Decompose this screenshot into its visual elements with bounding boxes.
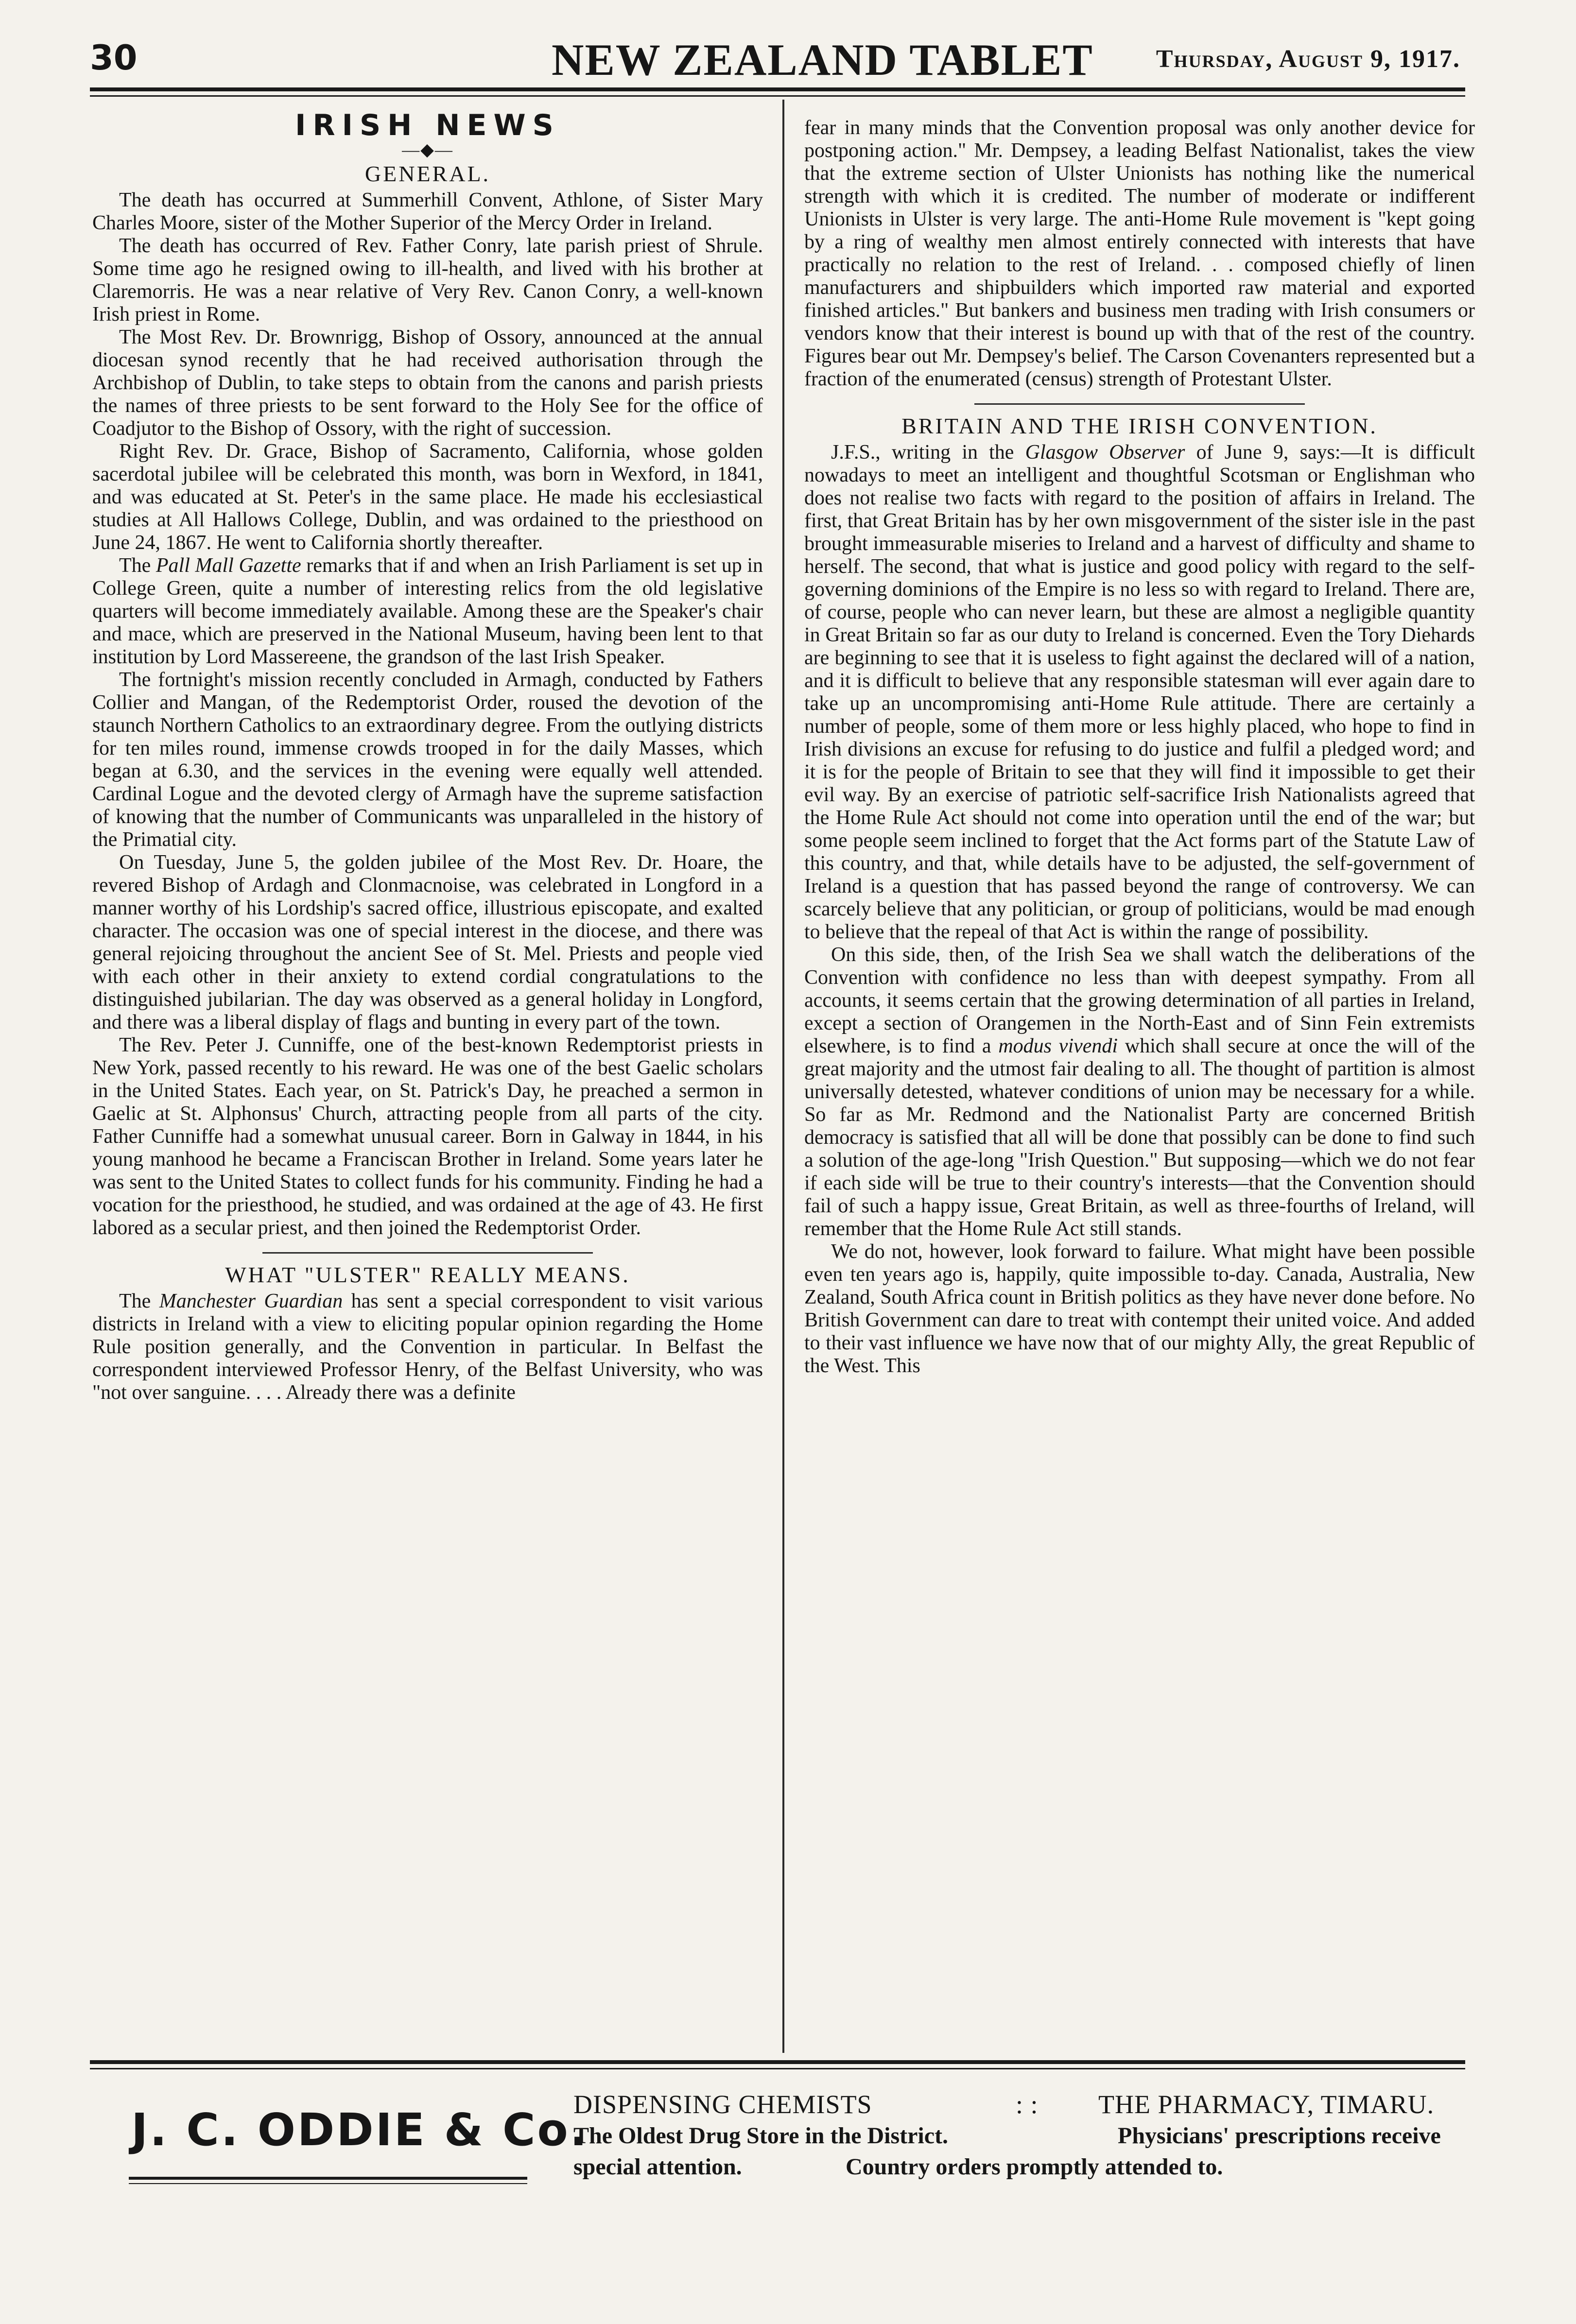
paragraph: The death has occurred of Rev. Father Conry, late parish priest of Shrule. Some time ago he resigned owing to ill-health, and lived with his brother at Claremorris. He was a near relative of Very Rev. Canon Conry, a well-known Irish priest in Rome. — [92, 235, 763, 326]
text-run: has sent a special correspondent to visit various districts in Ireland with a view to eliciting popular opinion regarding the Home Rule position generally, and the Convention in particular. In Belfast the correspondent interviewed Professor Henry, of the Belfast University, who was "not over sanguine. . . . Already there was a definite — [92, 1290, 763, 1404]
advert-separator: : : — [1016, 2090, 1039, 2119]
text-run: The — [119, 1290, 159, 1312]
column-divider — [782, 100, 784, 2053]
right-column — [804, 117, 1475, 2050]
publication-name: Manchester Guardian — [159, 1290, 343, 1312]
article-heading: WHAT "ULSTER" REALLY MEANS. — [225, 1262, 630, 1287]
paragraph: fear in many minds that the Convention proposal was only another device for postponing action." Mr. Dempsey, a leading Belfast Nationalist, takes the view that the extreme section of Ulster Unionists has nothing like the numerical strength with which it is credited. The number of moderate or indifferent Unionists in Ulster is very large. The anti-Home Rule movement is "kept going by a ring of wealthy men almost entirely connected with interests that have practically no relation to the rest of Ireland. . . composed chiefly of linen manufacturers and shipbuilders which imported raw material and exported finished articles." But bankers and business men trading with Irish consumers or vendors know that their interest is bound up with that of the rest of the country. Figures bear out Mr. Dempsey's belief. The Carson Covenanters represented but a fraction of the enumerated (census) strength of Protestant Ulster. — [804, 117, 1475, 390]
advert-text: Country orders promptly attended to. — [846, 2154, 1223, 2180]
paragraph — [804, 944, 1475, 1240]
latin-phrase: modus vivendi — [998, 1035, 1118, 1057]
text-run: of June 9, says:—It is difficult nowadays to meet an intelligent and thoughtful Scotsman or Englishman who does not realise two facts with regard to the position of affairs in Ireland. The first, that Great Britain has by her own misgovernment of the sister isle in the past brought immeasurable miseries to Ireland and a harvest of difficulty and shame to herself. The second, that what is justice and good policy with regard to the self-governing dominions of the Empire is no less so with regard to Ireland. There are, of course, people who can never learn, but these are almost a negligible quantity in Great Britain so far as our duty to Ireland is concerned. Even the Tory Diehards are beginning to see that it is useless to fight against the declared will of a nation, and it is difficult to believe that any responsible statesman will ever again dare to take up an uncompromising anti-Home Rule attitude. There are certainly a number of people, some of them more or less highly placed, who hope to find in Irish divisions an excuse for refusing to do justice and fulfil a pledged word; and it is for the people of Britain to see that they will find it impossible to get their evil way. By an exercise of patriotic self-sacrifice Irish Nationalists agreed that the Home Rule Act should not come into operation until the end of the war; but some people seem inclined to forget that the Act forms part of the Statute Law of this country, and that, while details have to be adjusted, the self-government of Ireland is a question that has passed beyond the range of controversy. We can scarcely believe that any politician, or group of politicians, would be mad enough to believe that the repeal of that Act is within the range of possibility. — [804, 441, 1475, 943]
advert-text: special attention. — [573, 2154, 742, 2180]
masthead — [90, 34, 1460, 87]
footer-rule-thin — [90, 2068, 1465, 2069]
paragraph: The fortnight's mission recently concluded in Armagh, conducted by Fathers Collier and Mangan, of the Redemptorist Order, roused the devotion of the staunch Northern Catholics to an extraordinary degree. From the outlying districts for ten miles round, immense crowds trooped in for the daily Masses, which began at 6.30, and the services in the evening were equally well attended. Cardinal Logue and the devoted clergy of Armagh have the supreme satisfaction of knowing that the number of Communicants was unparalleled in the history of the Primatial city. — [92, 669, 763, 851]
text-run: J.F.S., writing in the — [831, 441, 1025, 464]
paragraph: The Rev. Peter J. Cunniffe, one of the best-known Redemptorist priests in New York, passed recently to his reward. He was one of the best Gaelic scholars in the United States. Each year, on St. Patrick's Day, he preached a sermon in Gaelic at St. Alphonsus' Church, attracting people from all parts of the city. Father Cunniffe had a somewhat unusual career. Born in Galway in 1844, in his young manhood he became a Franciscan Brother in Ireland. Some years later he was sent to the United States to collect funds for his community. Finding he had a vocation for the priesthood, he studied, and was ordained at the age of 43. He first labored as a secular priest, and then joined the Redemptorist Order. — [92, 1034, 763, 1239]
text-run: On this side, then, of the Irish Sea we shall watch the deliberations of the Convention with confidence no less than with deepest sympathy. From all accounts, it seems certain that the growing determination of all parties in Ireland, except a section of Orangemen in the North-East and of Sinn Fein extremists elsewhere, is to find a — [804, 944, 1475, 1057]
page-number: 30 — [90, 38, 138, 78]
paragraph — [92, 1290, 763, 1404]
masthead-rule-thin — [90, 95, 1465, 97]
left-column — [92, 109, 763, 2043]
paragraph: The Most Rev. Dr. Brownrigg, Bishop of Ossory, announced at the annual diocesan synod recently that he had received authorisation through the Archbishop of Dublin, to take steps to obtain from the canons and parish priests the names of three priests to be sent forward to the Holy See for the office of Coadjutor to the Bishop of Ossory, with the right of succession. — [92, 326, 763, 440]
footer-rule — [90, 2060, 1465, 2064]
advert-text: Physicians' prescriptions receive — [1118, 2123, 1441, 2149]
paragraph: On Tuesday, June 5, the golden jubilee of the Most Rev. Dr. Hoare, the revered Bishop of Ardagh and Clonmacnoise, was celebrated in Longford in a manner worthy of his Lordship's sacred office, illustrious episcopate, and exalted character. The occasion was one of special interest in the diocese, and there was general rejoicing throughout the ancient See of St. Mel. Priests and people vied with each other in their anxiety to extend cordial congratulations to the distinguished jubilarian. The day was observed as a general holiday in Longford, and there was a liberal display of flags and bunting in every part of the town. — [92, 851, 763, 1033]
section-subheading: GENERAL. — [364, 161, 491, 186]
publication-name: Glasgow Observer — [1025, 441, 1185, 464]
ornament-divider: —◆— — [402, 140, 453, 159]
paragraph: We do not, however, look forward to failure. What might have been possible even ten years ago is, happily, quite impossible to-day. Canada, Australia, New Zealand, South Africa count in British politics as they have never done before. No British Government can dare to treat with contempt their united voice. And added to their vast influence we have now that of our mighty Ally, the great Republic of the West. This — [804, 1240, 1475, 1377]
text-run: which shall secure at once the will of the great majority and the utmost fair dealing to all. The thought of partition is almost universally detested, whatever conditions of union may be necessary for a while. So far as Mr. Redmond and the Nationalist Party are concerned British democracy is satisfied that all will be done that possibly can be done to find such a solution of the age-long "Irish Question." But supposing—which we do not fear if each side will be true to their country's interests—that the Convention should fail of such a happy issue, Great Britain, as well as three-fourths of Ireland, will remember that the Home Rule Act still stands. — [804, 1035, 1475, 1240]
advert-text: The Oldest Drug Store in the District. — [573, 2123, 949, 2149]
paragraph — [92, 554, 763, 669]
advert-firm-name: J. C. ODDIE & Co. — [131, 2104, 589, 2156]
section-rule — [974, 403, 1305, 405]
section-heading: IRISH NEWS — [295, 109, 560, 142]
advert-rule-thin — [129, 2183, 527, 2184]
paragraph: Right Rev. Dr. Grace, Bishop of Sacramento, California, whose golden sacerdotal jubilee will be celebrated this month, was born in Wexford, in 1841, and was educated at St. Peter's in the same place. He made his ecclesiastical studies at All Hallows College, Dublin, and was ordained to the priesthood on June 24, 1867. He went to California shortly thereafter. — [92, 440, 763, 554]
paragraph — [804, 441, 1475, 944]
issue-date: Thursday, August 9, 1917. — [1156, 45, 1460, 73]
article-heading: BRITAIN AND THE IRISH CONVENTION. — [901, 413, 1378, 438]
advert-rule — [129, 2177, 527, 2180]
section-rule — [262, 1252, 593, 1254]
advert-text: DISPENSING CHEMISTS — [573, 2090, 872, 2119]
masthead-rule — [90, 87, 1465, 91]
newspaper-title: NEW ZEALAND TABLET — [552, 35, 1093, 85]
publication-name: Pall Mall Gazette — [156, 554, 301, 577]
advert-text: THE PHARMACY, TIMARU. — [1098, 2090, 1435, 2119]
text-run: The — [119, 554, 156, 577]
text-run: remarks that if and when an Irish Parliament is set up in College Green, quite a number of interesting relics from the old legislative quarters will become immediately available. Among these are the Speaker's chair and mace, which are preserved in the National Museum, having been lent to that institution by Lord Massereene, the grandson of the last Irish Speaker. — [92, 554, 763, 668]
paragraph: The death has occurred at Summerhill Convent, Athlone, of Sister Mary Charles Moore, sister of the Mother Superior of the Mercy Order in Ireland. — [92, 189, 763, 234]
